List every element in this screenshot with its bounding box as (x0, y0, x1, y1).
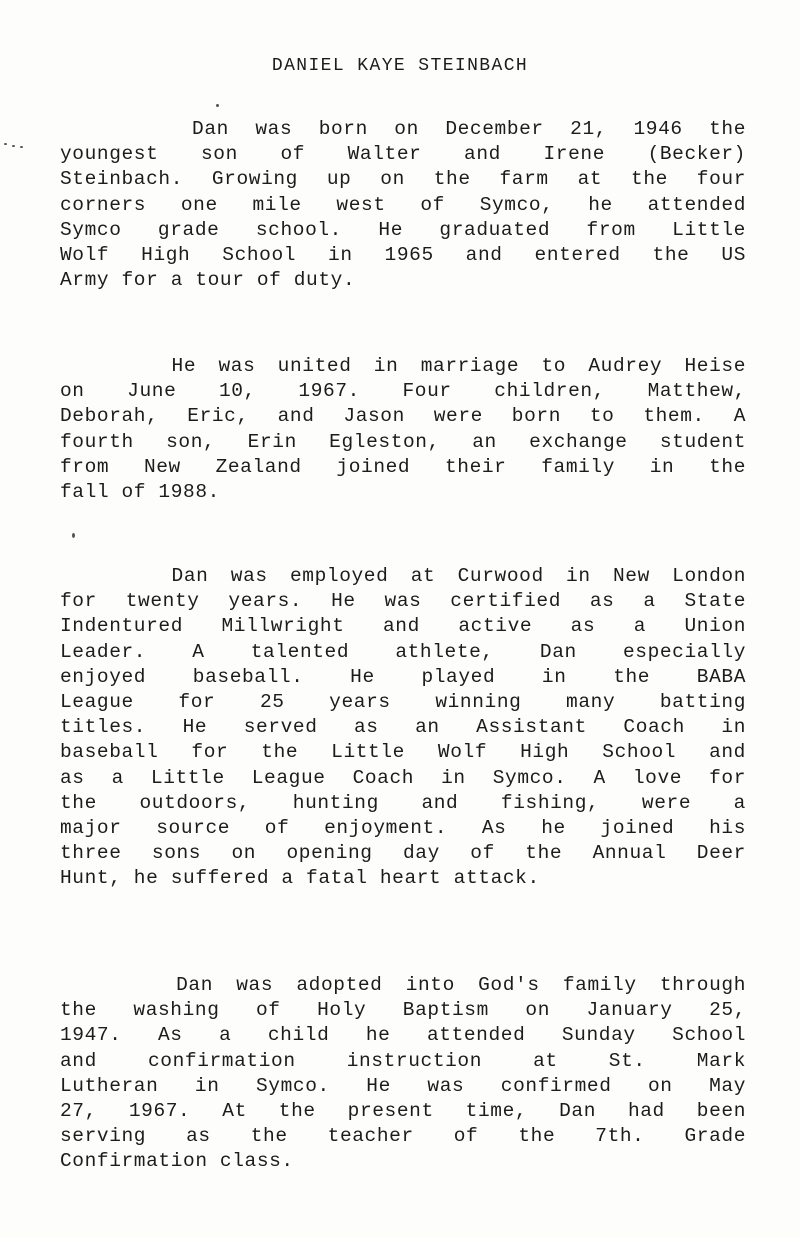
text-line: serving as the teacher of the 7th. Grade (60, 1125, 746, 1148)
scan-speck (4, 143, 7, 145)
text-line: League for 25 years winning many batting (60, 690, 746, 713)
text-line: fourth son, Erin Egleston, an exchange student (60, 430, 746, 453)
text-line: Dan was born on December 21, 1946 the (60, 118, 746, 140)
text-line: on June 10, 1967. Four children, Matthew, (60, 380, 746, 403)
text-line: Lutheran in Symco. He was confirmed on May (60, 1074, 746, 1097)
paragraph-marriage (60, 354, 746, 505)
text-line: fall of 1988. (60, 480, 220, 503)
text-line: 27, 1967. At the present time, Dan had been (60, 1099, 746, 1122)
text-line: Wolf High School in 1965 and entered the US (60, 243, 746, 266)
text-line: three sons on opening day of the Annual Deer (60, 842, 746, 865)
text-line: Indentured Millwright and active as a Union (60, 615, 746, 638)
scan-speck (216, 104, 219, 107)
text-line: titles. He served as an Assistant Coach in (60, 716, 746, 739)
text-line: 1947. As a child he attended Sunday School (60, 1024, 746, 1047)
text-line: youngest son of Walter and Irene (Becker) (60, 143, 746, 166)
text-line: Army for a tour of duty. (60, 269, 356, 292)
text-line: Leader. A talented athlete, Dan especially (60, 640, 746, 663)
text-line: major source of enjoyment. As he joined his (60, 816, 746, 839)
text-line: baseball for the Little Wolf High School and (60, 741, 746, 764)
text-line: Steinbach. Growing up on the farm at the four (60, 168, 746, 191)
text-line: the outdoors, hunting and fishing, were a (60, 791, 746, 814)
text-line: Confirmation class. (60, 1150, 294, 1173)
text-line: enjoyed baseball. He played in the BABA (60, 665, 746, 688)
text-line: the washing of Holy Baptism on January 25, (60, 999, 746, 1022)
text-line: Deborah, Eric, and Jason were born to them. A (60, 405, 746, 428)
paragraph-birth (60, 117, 746, 293)
text-line: corners one mile west of Symco, he attended (60, 193, 746, 216)
paragraph-faith (60, 973, 746, 1175)
text-line: for twenty years. He was certified as a State (60, 590, 746, 613)
text-line: Dan was adopted into God's family through (60, 974, 746, 996)
scan-speck (20, 146, 23, 148)
paragraph-career (60, 564, 746, 891)
text-line: from New Zealand joined their family in the (60, 455, 746, 478)
text-line: Hunt, he suffered a fatal heart attack. (60, 867, 540, 890)
text-line: and confirmation instruction at St. Mark (60, 1049, 746, 1072)
document-title: DANIEL KAYE STEINBACH (271, 56, 529, 76)
scan-speck (72, 533, 75, 538)
text-line: Dan was employed at Curwood in New London (60, 565, 746, 587)
text-line: Symco grade school. He graduated from Little (60, 218, 746, 241)
scan-speck (12, 145, 15, 147)
text-line: He was united in marriage to Audrey Heise (60, 355, 746, 377)
text-line: as a Little League Coach in Symco. A love for (60, 766, 746, 789)
